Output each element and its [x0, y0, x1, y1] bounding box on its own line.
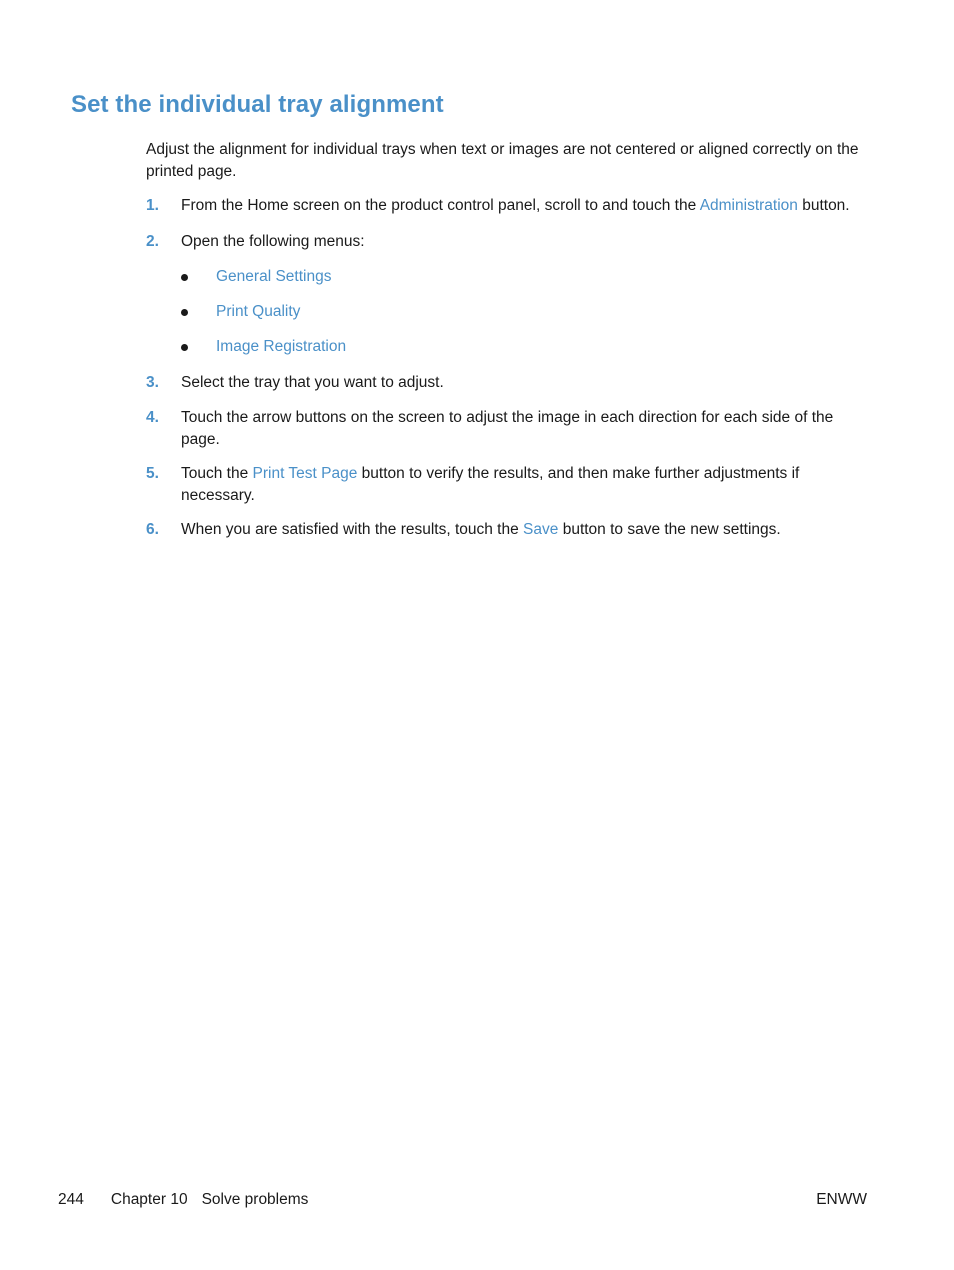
print-test-page-button-ref: Print Test Page [252, 465, 358, 482]
chapter-title: Solve problems [201, 1191, 309, 1208]
step-number: 6. [146, 521, 159, 538]
bullet-dot-icon [181, 274, 188, 281]
step-text: From the Home screen on the product control panel, scroll to and touch the Administration button. [181, 197, 850, 214]
step-item [146, 519, 866, 541]
step-text: When you are satisfied with the results, touch the Save button to save the new settings. [181, 521, 781, 538]
step-number: 5. [146, 465, 159, 482]
page-footer-left [58, 1189, 308, 1210]
page-footer-right: ENWW [816, 1191, 867, 1208]
chapter-label: Chapter 10 [110, 1191, 188, 1208]
step-number: 1. [146, 197, 159, 214]
step-number: 3. [146, 374, 159, 391]
save-button-ref: Save [523, 521, 559, 538]
step-item [146, 372, 866, 394]
intro-paragraph: Adjust the alignment for individual trays when text or images are not centered or aligned correctly on the printed page. [146, 141, 859, 180]
step-item [146, 463, 866, 506]
step-text: Touch the arrow buttons on the screen to adjust the image in each direction for each side of the page. [181, 409, 834, 448]
section-heading: Set the individual tray alignment [71, 91, 444, 118]
menu-general-settings: General Settings [216, 268, 332, 285]
menu-print-quality: Print Quality [216, 303, 301, 320]
bullet-dot-icon [181, 344, 188, 351]
step-item [146, 407, 866, 450]
step-item [146, 195, 866, 217]
menu-bullet-item [181, 336, 346, 358]
step-number: 2. [146, 233, 159, 250]
step-text: Touch the Print Test Page button to verify the results, and then make further adjustments if necessary. [181, 465, 800, 504]
administration-button-ref: Administration [699, 197, 798, 214]
step-text: Select the tray that you want to adjust. [181, 374, 444, 391]
page-number: 244 [58, 1191, 84, 1208]
bullet-dot-icon [181, 309, 188, 316]
step-number: 4. [146, 409, 159, 426]
menu-bullet-item [181, 266, 331, 288]
menu-image-registration: Image Registration [216, 338, 347, 355]
menu-bullet-item [181, 301, 300, 323]
step-text: Open the following menus: [181, 233, 365, 250]
step-item [146, 231, 866, 253]
